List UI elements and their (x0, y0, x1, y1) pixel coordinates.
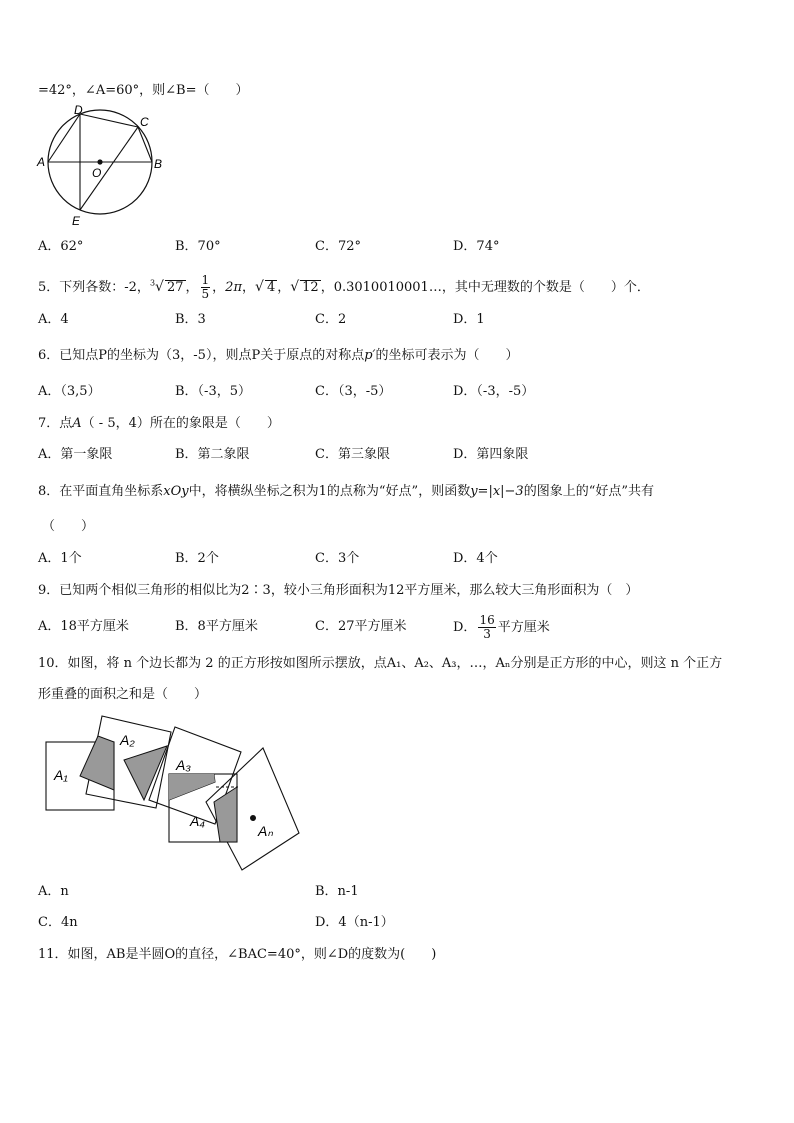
q5-cbrt-index: 3 (149, 278, 156, 288)
q5-sqrt12: 12 (302, 280, 319, 295)
q4-option-a[interactable]: A．62° (38, 239, 84, 254)
fig-label-a2: A₂ (120, 732, 135, 748)
q7-option-a[interactable]: A．第一象限 (38, 447, 113, 462)
q6-p-prime: p′ (364, 348, 376, 363)
q10-line2: 形重叠的面积之和是（ ） (38, 687, 208, 702)
fig-label-a1: A₁ (54, 767, 68, 783)
q6-option-d[interactable]: D．（-3，-5） (453, 384, 535, 399)
q5-suffix: ，0.3010010001…，其中无理数的个数是（ ）个． (320, 280, 650, 295)
q10-line1: 10．如图，将 n 个边长都为 2 的正方形按如图所示摆放，点A₁、A₂、A₃，…，Aₙ分别是正方形的中心，则这 n 个正方 (38, 656, 723, 671)
q9-stem: 9．已知两个相似三角形的相似比为2∶3，较小三角形面积为12平方厘米，那么较大三角形面积为（ ） (38, 583, 639, 598)
q4-circle-figure (30, 102, 170, 232)
fig-label-o: O (92, 166, 102, 180)
q7-option-d[interactable]: D．第四象限 (453, 447, 529, 462)
q10-option-c[interactable]: C．4n (38, 915, 78, 930)
q5-two-pi: 2π (225, 280, 242, 295)
q8-option-c[interactable]: C．3个 (315, 551, 360, 566)
fig-label-a: A (37, 155, 46, 169)
q9-option-b[interactable]: B．8平方厘米 (175, 619, 258, 634)
q8-option-a[interactable]: A．1个 (38, 551, 82, 566)
q8-xoy: xOy (163, 484, 189, 499)
q6-stem: 6．已知点P的坐标为（3，-5），则点P关于原点的对称点p′的坐标可表示为（ ） (38, 348, 519, 363)
q9-d-fraction: $\frac{16}{3}$ (479, 613, 495, 641)
q5-option-a[interactable]: A．4 (38, 312, 69, 327)
q9-option-a[interactable]: A．18平方厘米 (38, 619, 129, 634)
q5-option-c[interactable]: C．2 (315, 312, 347, 327)
q10-option-d[interactable]: D．4（n-1） (315, 915, 394, 930)
q8-answer-parens: （ ） (42, 519, 95, 534)
fig-label-e: E (72, 214, 81, 228)
q8-option-b[interactable]: B．2个 (175, 551, 219, 566)
q10-option-b[interactable]: B．n-1 (315, 884, 359, 899)
q5-option-d[interactable]: D．1 (453, 312, 485, 327)
q6-option-a[interactable]: A．（3,5） (38, 384, 101, 399)
q5-stem: 5．下列各数：-2，$^3$√ 27 ， $\frac{1}{5}$ ，2π，√ 4 ，√ 12 ，0.3010010001…，其中无理数的个数是（ ）个． (38, 273, 650, 301)
q5-sqrt4: 4 (266, 280, 276, 295)
q10-option-a[interactable]: A．n (38, 884, 69, 899)
fig-label-an: Aₙ (258, 823, 273, 839)
q4-stem: =42°，∠A=60°，则∠B=（ ） (38, 83, 249, 98)
q5-option-b[interactable]: B．3 (175, 312, 206, 327)
q6-option-b[interactable]: B．（-3，5） (175, 384, 251, 399)
q7-option-c[interactable]: C．第三象限 (315, 447, 390, 462)
q10-squares-figure (40, 712, 305, 874)
q9-option-c[interactable]: C．27平方厘米 (315, 619, 407, 634)
q11-stem: 11．如图，AB是半圆O的直径，∠BAC=40°，则∠D的度数为( ) (38, 947, 437, 962)
q7-option-b[interactable]: B．第二象限 (175, 447, 250, 462)
fig-label-a3: A₃ (176, 757, 191, 773)
fig-label-d: D (74, 103, 83, 117)
q7-stem: 7．点A（ - 5，4）所在的象限是（ ） (38, 416, 280, 431)
q5-fraction: $\frac{1}{5}$ (201, 273, 210, 301)
q8-stem: 8．在平面直角坐标系xOy中，将横纵坐标之积为1的点称为“好点”，则函数y=|x|−3的图象上的“好点”共有 (38, 484, 654, 499)
fig-label-b: B (154, 157, 163, 171)
q7-point-a: A (72, 416, 82, 431)
q8-function: y=|x|−3 (470, 484, 524, 499)
q4-option-c[interactable]: C．72° (315, 239, 361, 254)
q5-cbrt-value: 27 (166, 280, 184, 295)
q6-option-c[interactable]: C．（3，-5） (315, 384, 392, 399)
q8-option-d[interactable]: D．4个 (453, 551, 498, 566)
q4-option-d[interactable]: D．74° (453, 239, 500, 254)
fig-label-c: C (140, 115, 149, 129)
q4-option-b[interactable]: B．70° (175, 239, 221, 254)
q9-option-d[interactable]: D． $\frac{16}{3}$ 平方厘米 (453, 613, 550, 641)
q5-prefix: 5．下列各数：-2， (38, 280, 150, 295)
fig-label-a4: A₄ (190, 813, 205, 829)
